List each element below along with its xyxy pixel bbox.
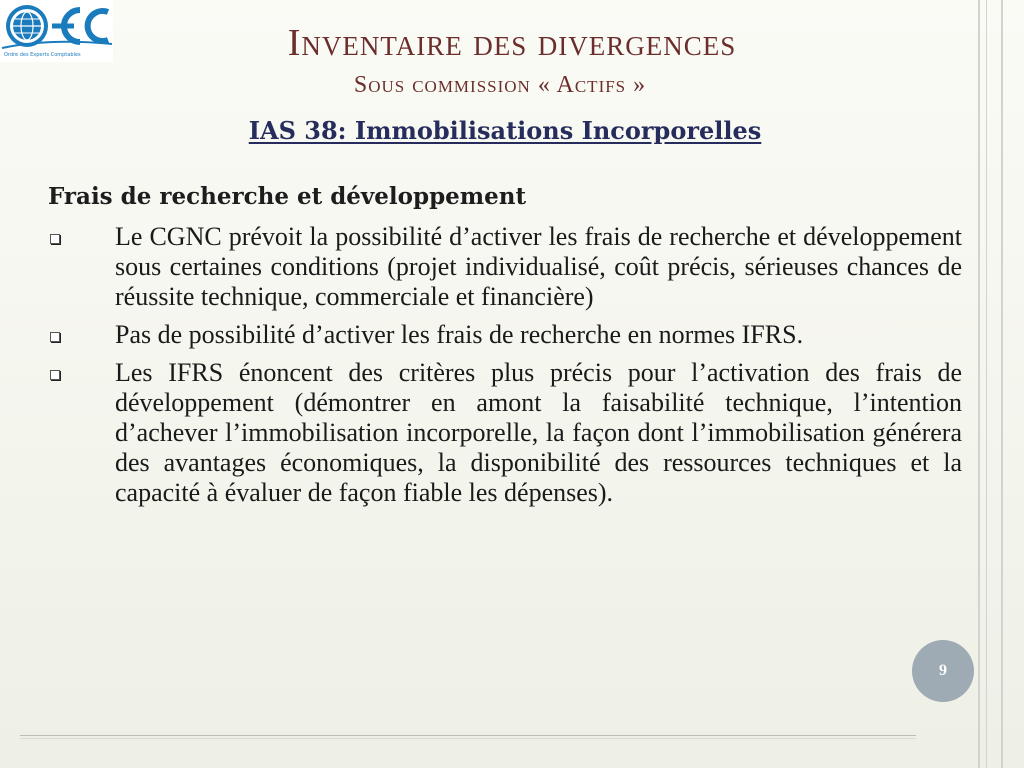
bullet-text: Pas de possibilité d’activer les frais de recherche en normes IFRS. (115, 320, 804, 349)
bullet-item (48, 320, 962, 350)
bullet-text: Le CGNC prévoit la possibilité d’activer les frais de recherche et développement sous certaines conditions (projet individualisé, coût précis, sérieuses chances de réussite technique, commerciale et financière) (115, 222, 962, 311)
square-bullet-icon (50, 370, 60, 380)
bullet-item (48, 358, 962, 508)
bullet-list (48, 222, 962, 516)
footer-rule (20, 735, 916, 736)
slide-subtitle: Sous commission « Actifs » (353, 72, 647, 98)
footer-rule (20, 738, 916, 739)
bullet-text: Les IFRS énoncent des critères plus précis pour l’activation des frais de développement (démontrer en amont la faisabilité technique, l’intention d’achever l’immobilisation incorporelle, la façon dont l’immobilisation générera des avantages économiques, la disponibilité des ressources techniques et la capacité à évaluer de façon fiable les dépenses). (115, 358, 962, 507)
square-bullet-icon (50, 332, 60, 342)
bullet-item (48, 222, 962, 312)
logo-tagline: Ordre des Experts Comptables (4, 52, 81, 58)
slide-title: Inventaire des divergences (287, 22, 737, 64)
square-bullet-icon (50, 234, 60, 244)
slide-heading: IAS 38: Immobilisations Incorporelles (248, 116, 762, 145)
page-number: 9 (939, 662, 947, 679)
page-number-badge (912, 640, 974, 702)
section-title: Frais de recherche et développement (48, 183, 527, 210)
